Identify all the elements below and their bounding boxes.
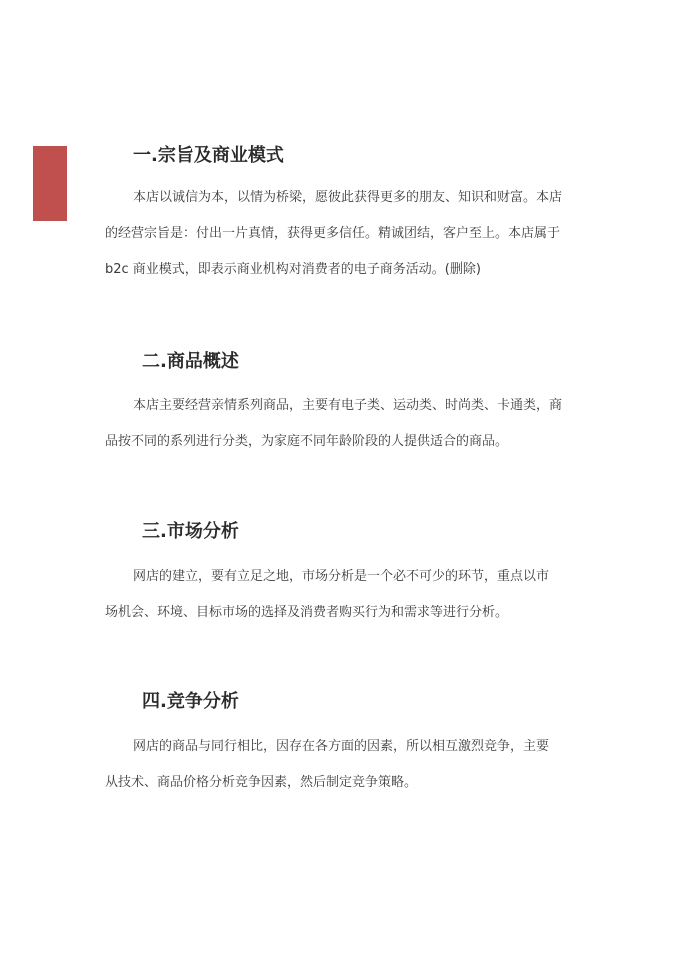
paragraph-line: 网店的建立，要有立足之地，市场分析是一个必不可少的环节，重点以市 [133,569,550,584]
section-paragraph-2 [105,388,589,460]
section-title-3: 三.市场分析 [142,521,239,542]
paragraph-line: b2c 商业模式，即表示商业机构对消费者的电子商务活动。(删除) [105,262,481,277]
paragraph-line: 从技术、商品价格分析竞争因素，然后制定竞争策略。 [105,775,418,790]
paragraph-line: 本店以诚信为本，以情为桥梁，愿彼此获得更多的朋友、知识和财富。本店 [133,190,563,205]
section-title-2: 二.商品概述 [142,351,239,372]
section-title-4: 四.竞争分析 [142,691,239,712]
paragraph-line: 的经营宗旨是：付出一片真情，获得更多信任。精诚团结，客户至上。本店属于 [105,226,561,241]
section-paragraph-1 [105,180,589,288]
section-paragraph-3 [105,559,589,631]
section-title-1: 一.宗旨及商业模式 [133,145,284,166]
paragraph-line: 网店的商品与同行相比，因存在各方面的因素，所以相互激烈竞争，主要 [133,739,550,754]
paragraph-line: 场机会、环境、目标市场的选择及消费者购买行为和需求等进行分析。 [105,605,509,620]
paragraph-line: 品按不同的系列进行分类，为家庭不同年龄阶段的人提供适合的商品。 [105,434,509,449]
red-accent-bar [33,146,67,221]
paragraph-line: 本店主要经营亲情系列商品，主要有电子类、运动类、时尚类、卡通类，商 [133,398,563,413]
section-paragraph-4 [105,729,589,801]
